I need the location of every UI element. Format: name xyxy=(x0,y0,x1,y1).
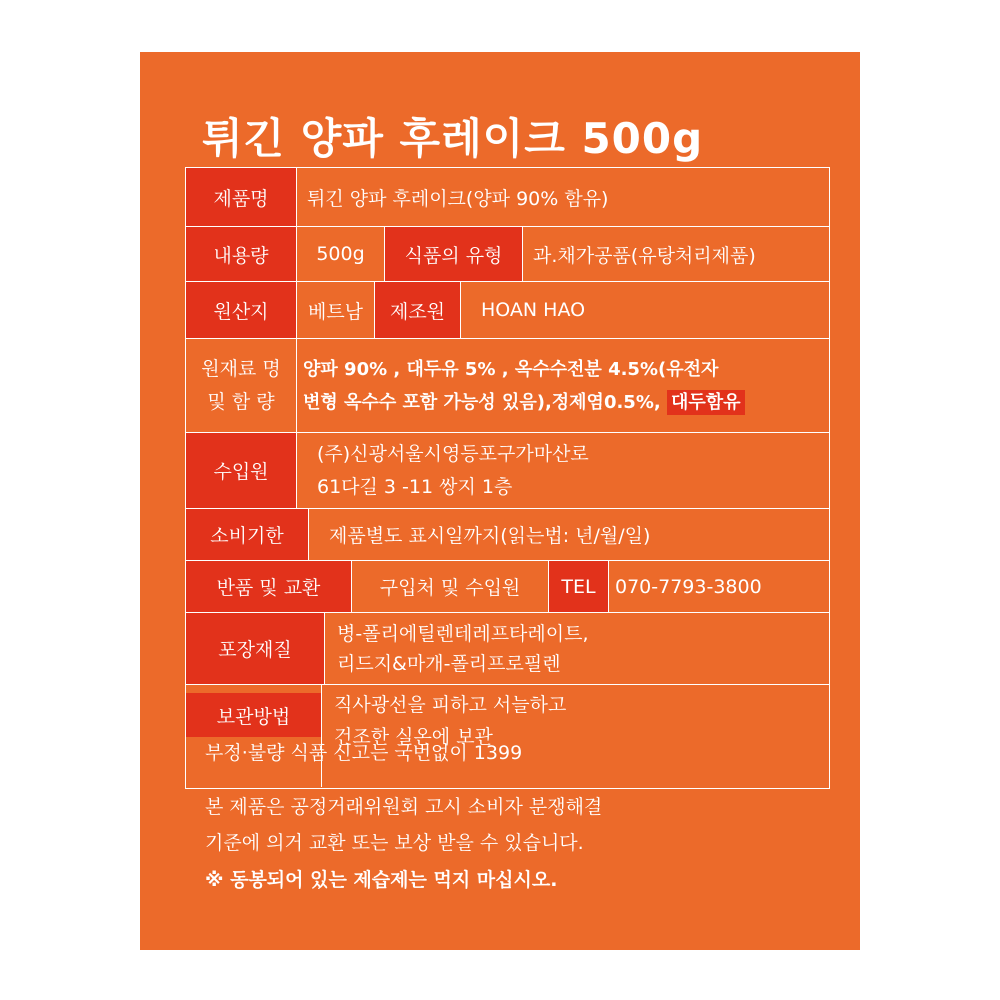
table-row-product-name xyxy=(186,168,829,226)
manufacturer-value: HOAN HAO xyxy=(460,282,829,338)
table-row-ingredients xyxy=(186,338,829,432)
table-row-packaging xyxy=(186,612,829,684)
manufacturer-label: 제조원 xyxy=(374,282,460,338)
storage-label-cell xyxy=(186,685,321,787)
food-type-label: 식품의 유형 xyxy=(384,227,522,281)
packaging-line2: 리드지&마개-폴리프로필렌 xyxy=(337,652,561,675)
table-row-storage xyxy=(186,684,829,787)
ingredients-line2: 변형 옥수수 포함 가능성 있음),정제염0.5%, xyxy=(303,391,661,413)
dispute-notice-line1: 본 제품은 공정거래위원회 고시 소비자 분쟁해결 xyxy=(205,796,603,818)
storage-value xyxy=(321,685,829,787)
importer-value xyxy=(296,433,829,508)
origin-label: 원산지 xyxy=(186,282,296,338)
dispute-notice-line2: 기준에 의거 교환 또는 보상 받을 수 있습니다. xyxy=(205,832,584,854)
importer-label: 수입원 xyxy=(186,433,296,508)
table-row-content xyxy=(186,226,829,281)
packaging-label: 포장재질 xyxy=(186,613,324,684)
ingredients-label xyxy=(186,339,296,432)
table-row-expiry xyxy=(186,508,829,560)
content-label: 내용량 xyxy=(186,227,296,281)
ingredients-label-line1: 원재료 명 xyxy=(201,357,281,380)
storage-label: 보관방법 xyxy=(186,693,321,737)
ingredients-line1: 양파 90% , 대두유 5% , 옥수수전분 4.5%(유전자 xyxy=(303,358,719,380)
report-notice: 부정·불량 식품 신고는 국번없이 1399 xyxy=(205,742,523,764)
importer-line2: 61다길 3 -11 쌍지 1층 xyxy=(317,475,513,498)
returns-value: 구입처 및 수입원 xyxy=(351,561,548,612)
storage-line1: 직사광선을 피하고 서늘하고 xyxy=(334,694,567,716)
desiccant-warning: ※ 동봉되어 있는 제습제는 먹지 마십시오. xyxy=(205,869,558,891)
expiry-value: 제품별도 표시일까지(읽는법: 년/월/일) xyxy=(308,509,829,560)
table-row-origin xyxy=(186,281,829,338)
product-title: 튀긴 양파 후레이크 500g xyxy=(202,114,704,163)
packaging-value xyxy=(324,613,829,684)
storage-line2: 건조한 실온에 보관 xyxy=(334,726,493,748)
product-name-label: 제품명 xyxy=(186,168,296,226)
expiry-label: 소비기한 xyxy=(186,509,308,560)
info-table xyxy=(185,167,830,789)
ingredients-value xyxy=(296,339,829,432)
table-row-returns xyxy=(186,560,829,612)
table-row-importer xyxy=(186,432,829,508)
food-type-value: 과.채가공품(유탕처리제품) xyxy=(522,227,829,281)
packaging-line1: 병-폴리에틸렌테레프타레이트, xyxy=(337,622,589,645)
origin-value: 베트남 xyxy=(296,282,374,338)
allergen-badge: 대두함유 xyxy=(667,390,745,415)
tel-label: TEL xyxy=(548,561,608,612)
ingredients-label-line2: 및 함 량 xyxy=(207,390,275,413)
product-label xyxy=(140,52,860,950)
importer-line1: (주)신광서울시영등포구가마산로 xyxy=(317,442,589,465)
returns-label: 반품 및 교환 xyxy=(186,561,351,612)
product-name-value: 튀긴 양파 후레이크(양파 90% 함유) xyxy=(296,168,829,226)
content-value: 500g xyxy=(296,227,384,281)
ingredients-line2-wrap xyxy=(303,386,745,419)
tel-value: 070-7793-3800 xyxy=(608,561,829,612)
